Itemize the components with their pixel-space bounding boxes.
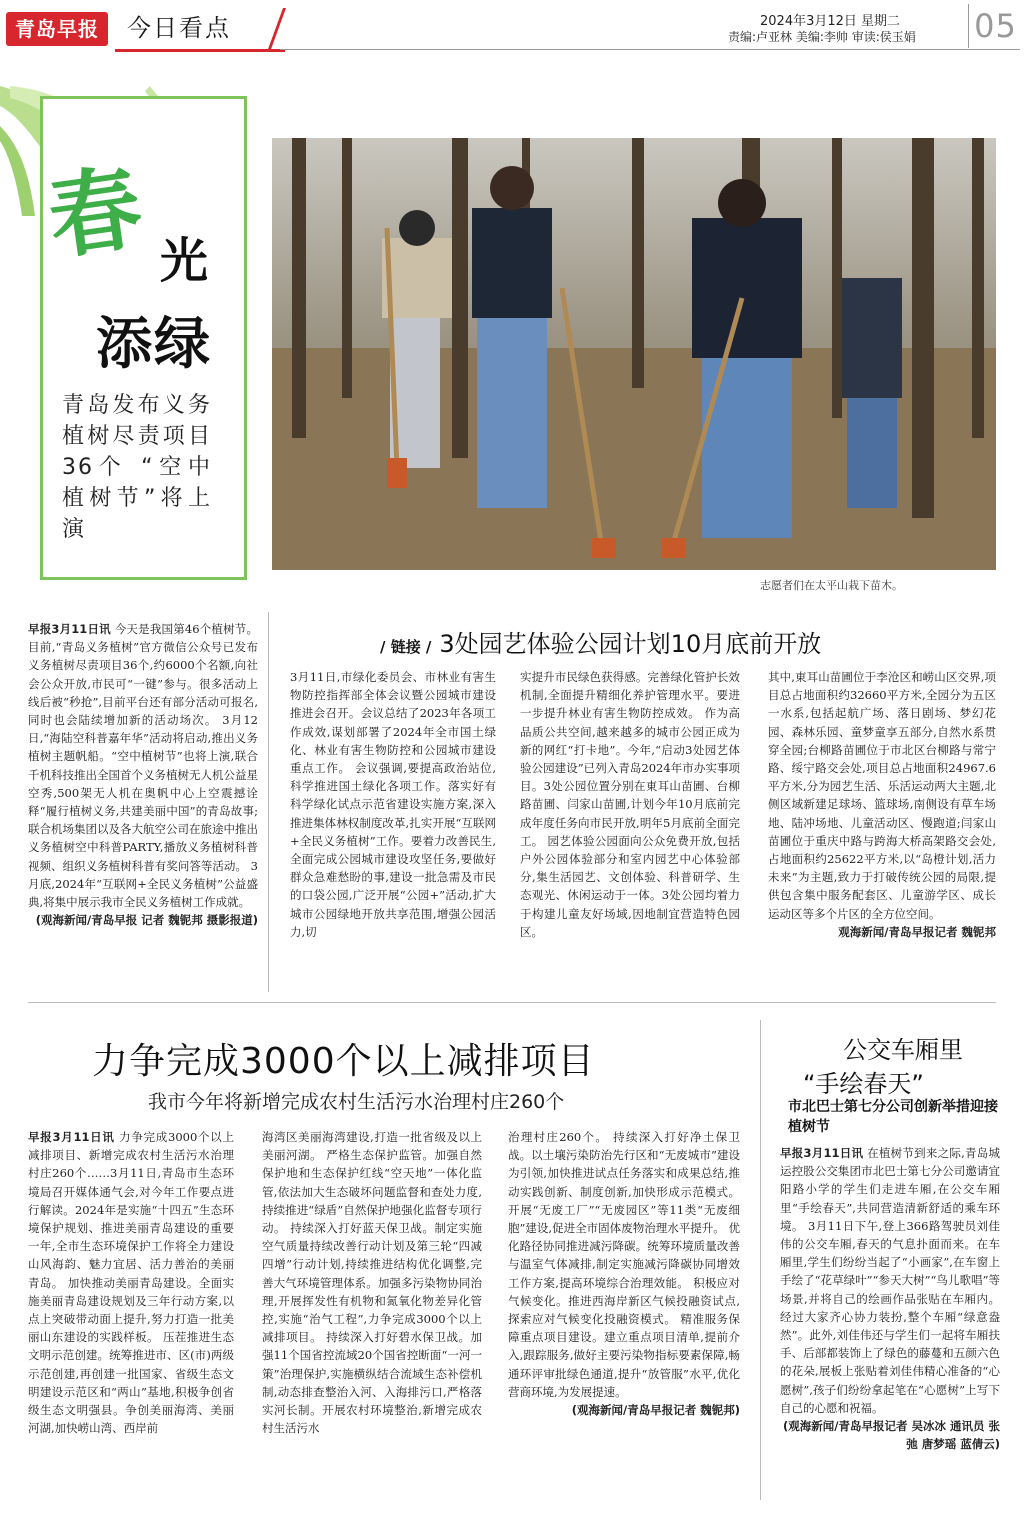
issue-date: 2024年3月12日 星期二	[760, 14, 901, 29]
bus-byline: (观海新闻/青岛早报记者 吴冰冰 通讯员 张弛 唐梦瑶 蓝倩云)	[783, 1419, 1000, 1452]
main-headline: 力争完成3000个以上减排项目	[92, 1041, 595, 1082]
link-byline: 观海新闻/青岛早报记者 魏铌邦	[838, 924, 996, 939]
article-plant-tree	[28, 620, 258, 992]
tree-planting-photo[interactable]	[272, 138, 996, 570]
masthead	[0, 0, 1024, 60]
masthead-rule	[280, 49, 1020, 50]
section-title: 今日看点	[127, 14, 231, 42]
link-column-2: 实提升市民绿色获得感。完善绿化管护长效机制,全面提升精细化养护管理水平。要进一步提升林业有害生物防控成效。 作为高品质公共空间,越来越多的城市公园正成为新的网红“打卡地”。今年,“启动3处园艺体验公园建设”已列入青岛2024年市办实事项目。3处公园位置分别在東耳山苗圃、台柳路苗圃、闫家山苗圃,计划今年10月底前完成年度任务向市民开放,明年5月底前全面完工。 园艺体验公园面向公众免费开放,包括户外公园体验部分和室内园艺中心体验部分,集生活园艺、文创体验、科普研学、生态观光、休闲运动于一体。3处公园均着力于构建儿童友好场域,因地制宜营造特色园区。	[520, 670, 740, 939]
section-divider	[28, 1002, 996, 1003]
main-byline: (观海新闻/青岛早报记者 魏铌邦)	[571, 1403, 740, 1418]
main-column-3	[508, 1128, 740, 1500]
bus-title-line1: 公交车厢里	[843, 1036, 963, 1064]
link-column-3-text: 其中,東耳山苗圃位于李沧区和崂山区交界,项目总占地面积约32660平方米,全园分为五区一水系,包括起航广场、落日剧场、梦幻花园、森林乐园、童梦童享五部分,自然水系贯穿全园;台柳路苗圃位于市北区台柳路与常宁路、绥宁路交会处,项目总占地面积24967.6平方米,分为园艺生活、乐活运动两大主题,北侧区域新建足球场、篮球场,南侧设有草车场地、陆冲场地、儿童活动区、慢跑道;闫家山苗圃位于重庆中路与跨海大桥高架路交会处,占地面积约25622平方米,以“岛橙计划,活力未来”为主题,致力于打破传统公园的局限,提供包含集中服务配套区、儿童游学区、成长运动区等多个片区的全方位空间。	[768, 670, 996, 921]
main-subheadline: 我市今年将新增完成农村生活污水治理村庄260个	[148, 1091, 565, 1113]
dateline: 早报3月11日讯	[28, 622, 111, 636]
page-number: 05	[968, 4, 1022, 48]
column-divider	[268, 612, 269, 992]
main-column-1-text: 力争完成3000个以上减排项目、新增完成农村生活污水治理村庄260个……3月11日,青岛市生态环境局召开媒体通气会,对今年工作要点进行解读。2024年是实施“十四五”生态环境保护规划、推进美丽青岛建设的重要一年,全市生态环境保护工作将全力建设山风海韵、魅力宜居、活力善治的美丽青岛。 加快推动美丽青岛建设。全面实施美丽青岛建设规划及三年行动方案,以点上突破带动面上提升,努力打造一批美丽山东建设的实践样板。 压茬推进生态文明示范创建。统筹推进市、区(市)两级示范创建,再创建一批国家、省级生态文明建设示范区和“两山”基地,积极争创省级生态文明强县。争创美丽海湾、美丽河湖,加快崂山湾、西岸前	[28, 1130, 234, 1436]
editor-credits: 责编:卢亚林 美编:李帅 审读:侯玉娟	[728, 30, 916, 44]
feature-title-light: 光	[160, 233, 209, 289]
bus-subtitle: 市北巴士第七分公司创新举措迎接植树节	[788, 1099, 998, 1135]
main-dateline: 早报3月11日讯	[28, 1130, 115, 1144]
feature-title-spring: 春	[41, 153, 149, 273]
link-headline-text: 3处园艺体验公园计划10月底前开放	[439, 630, 822, 658]
feature-subtitle: 青岛发布义务植树尽责项目36个 “空中植树节”将上演	[62, 393, 212, 542]
main-column-3-text: 治理村庄260个。 持续深入打好净土保卫战。以土壤污染防治先行区和“无废城市”建设为引领,加快推进试点任务落实和成果总结,推动实践创新、制度创新,加快形成示范模式。开展“无废工厂”“无废园区”等11类“无废细胞”建设,促进全市固体废物治理水平提升。 优化路径协同推进减污降碳。统筹环境质量改善与温室气体减排,制定实施减污降碳协同增效工作方案,提高环境综合治理效能。 积极应对气候变化。推进西海岸新区气候投融资试点,探索应对气候变化投融资模式。 精准服务保障重点项目建设。建立重点项目清单,提前介入,跟踪服务,做好主要污染物指标要素保障,畅通环评审批绿色通道,提升“放管服”水平,优化营商环境,为发展提速。	[508, 1130, 740, 1399]
column-divider-right	[760, 1020, 761, 1500]
main-column-1	[28, 1128, 234, 1500]
link-tag: / 链接 /	[380, 638, 432, 656]
photo-caption: 志愿者们在太平山栽下苗木。	[760, 579, 903, 592]
article-body: 今天是我国第46个植树节。目前,“青岛义务植树”官方微信公众号已发布义务植树尽责项目36个,约6000个名额,向社会公众开放,市民可“一键”参与。很多活动上线后被“秒抢”,目前平台还有部分活动可报名,同时也会陆续增加新的活动场次。 3月12日,“海陆空科普嘉年华”活动将启动,推出义务植树主题帆船。“空中植树节”也将上演,联合千机科技推出全国首个义务植树无人机公益星空秀,500架无人机在奥帆中心上空震撼诠释“履行植树义务,共建美丽中国”的青岛故事;联合机场集团以及各大航空公司在旅途中推出义务植树空中科普PARTY,播放义务植树科普视频、组织义务植树科普有奖问答等活动。 3月底,2024年“互联网+全民义务植树”公益盛典,将集中展示我市全民义务植树工作成就。	[28, 622, 258, 910]
newspaper-logo[interactable]: 青岛早报	[6, 12, 108, 46]
bus-article	[780, 1144, 1000, 1500]
link-column-1: 3月11日,市绿化委员会、市林业有害生物防控指挥部全体会议暨公园城市建设推进会召开。会议总结了2023年各项工作成效,谋划部署了2024年全市国土绿化、林业有害生物防控和公园城市建设重点工作。 会议强调,要提高政治站位,科学推进国土绿化各项工作。落实好有科学绿化试点示范省建设实施方案,深入推进集体林权制度改革,扎实开展“互联网+全民义务植树”工作。要着力改善民生,全面完成公园城市建设攻坚任务,要做好群众急难愁盼的事,建设一批急需及市民的口袋公园,广泛开展“公园+”活动,扩大城市公园绿地开放共享范围,增强公园活力,切	[290, 670, 496, 939]
bus-title-line2: “手绘春天”	[803, 1070, 924, 1098]
bus-article-text: 在植树节到来之际,青岛城运控股公交集团市北巴士第七分公司邀请宜阳路小学的学生们走进车厢,在公交车厢里“手绘春天”,共同营造清新舒适的乘车环境。 3月11日下午,登上366路驾驶员刘佳伟的公交车厢,春天的气息扑面而来。在车厢里,学生们纷纷当起了“小画家”,在车窗上手绘了“花草绿叶”“参天大树”“鸟儿歌唱”等场景,并将自己的绘画作品张贴在车厢内。经过大家齐心协力装扮,整个车厢“绿意盎然”。此外,刘佳伟还与学生们一起将车厢扶手、后部都装饰上了绿色的藤蔓和五颜六色的花朵,展板上张贴着刘佳伟精心准备的“心愿树”,孩子们纷纷拿起笔在“心愿树”上写下自己的心愿和祝福。	[780, 1146, 1000, 1415]
bus-dateline: 早报3月11日讯	[780, 1146, 864, 1160]
link-headline	[380, 624, 821, 659]
feature-title-green: 添绿	[96, 312, 212, 377]
main-column-2: 海湾区美丽海湾建设,打造一批省级及以上美丽河湖。 严格生态保护监管。加强自然保护地和生态保护红线“空天地”一体化监管,依法加大生态破坏问题监督和查处力度,持续推进“绿盾”自然保护地强化监督专项行动。 持续深入打好蓝天保卫战。制定实施空气质量持续改善行动计划及第三轮“四减四增”行动计划,持续推进结构优化调整,完善大气环境管理体系。加强多污染物协同治理,开展挥发性有机物和氮氧化物差异化管控,实施“治气工程”,力争完成3000个以上减排项目。 持续深入打好碧水保卫战。加强11个国省控流域20个国省控断面“一河一策”治理保护,实施横纵结合流域生态补偿机制,动态排查整治入河、入海排污口,严格落实河长制。开展农村环境整治,新增完成农村生活污水	[262, 1130, 482, 1436]
byline: (观海新闻/青岛早报 记者 魏铌邦 摄影报道)	[35, 913, 258, 928]
link-column-3	[768, 668, 996, 994]
